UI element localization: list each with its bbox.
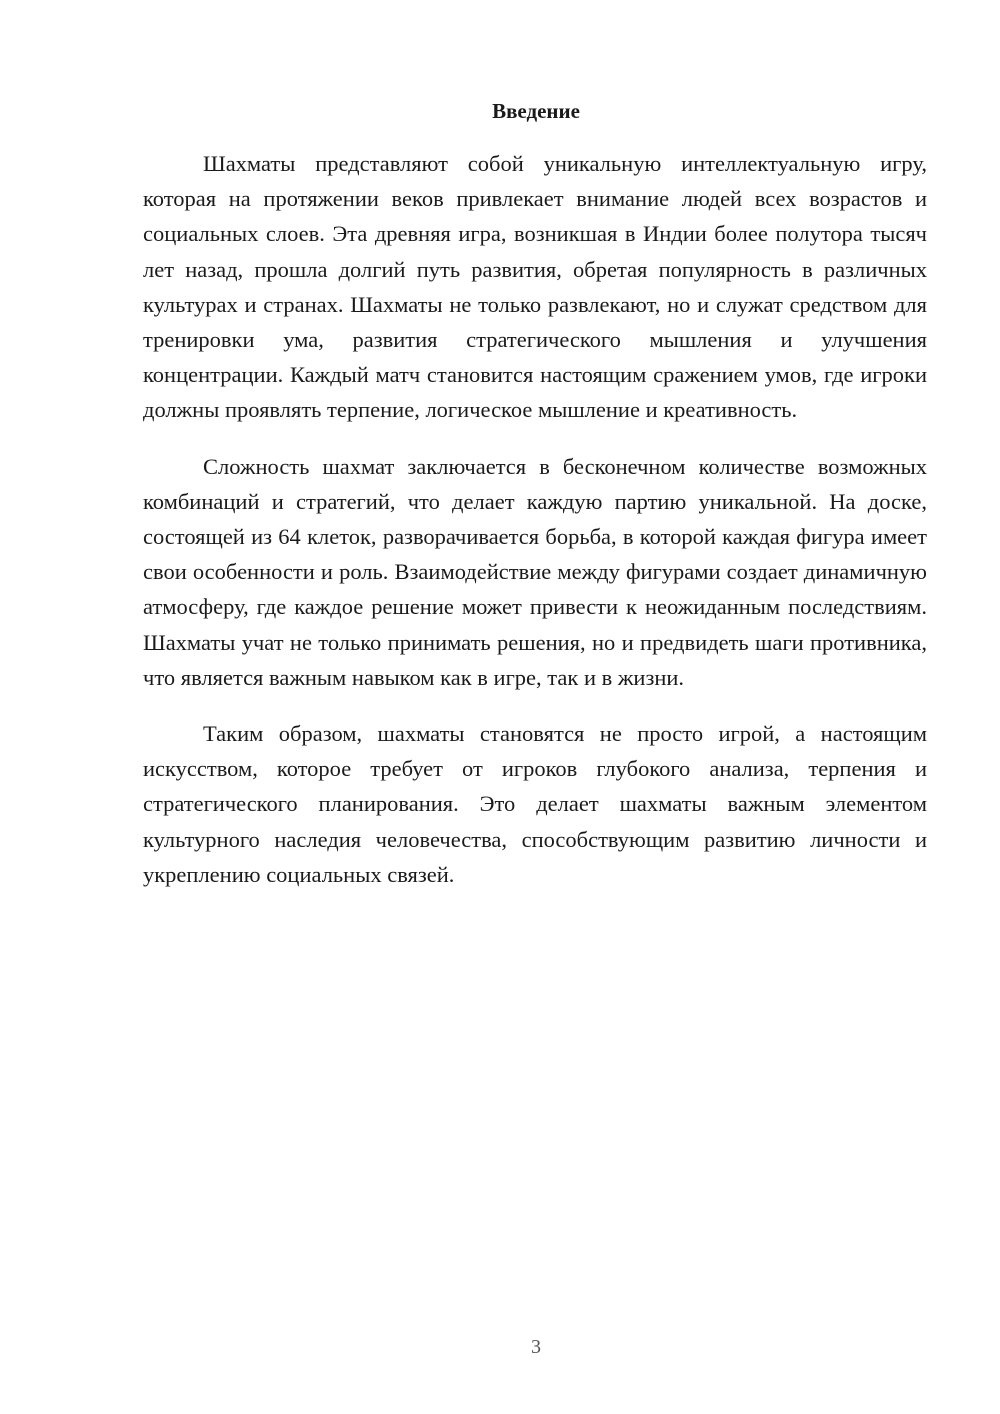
paragraph-1: Шахматы представляют собой уникальную интеллектуальную игру, которая на протяжении веков привлекает внимание людей всех возрастов и социальных слоев. Эта древняя игра, возникшая в Индии более полутора тысяч лет назад, прошла долгий путь развития, обретая популярность в различных культурах и странах. Шахматы не только развлекают, но и служат средством для тренировки ума, развития стратегического мышления и улучшения концентрации. Каждый матч становится настоящим сражением умов, где игроки должны проявлять терпение, логическое мышление и креативность. (143, 151, 927, 423)
body-text (143, 146, 927, 892)
paragraph-2: Сложность шахмат заключается в бесконечном количестве возможных комбинаций и стратегий, что делает каждую партию уникальной. На доске, состоящей из 64 клеток, разворачивается борьба, в которой каждая фигура имеет свои особенности и роль. Взаимодействие между фигурами создает динамичную атмосферу, где каждое решение может привести к неожиданным последствиям. Шахматы учат не только принимать решения, но и предвидеть шаги противника, что является важным навыком как в игре, так и в жизни. (143, 453, 927, 690)
page-number: 3 (531, 1336, 541, 1358)
paragraph-3: Таким образом, шахматы становятся не просто игрой, а настоящим искусством, которое требует от игроков глубокого анализа, терпения и стратегического планирования. Это делает шахматы важным элементом культурного наследия человечества, способствующим развитию личности и укреплению социальных связей. (143, 721, 927, 887)
section-title: Введение (492, 99, 580, 123)
